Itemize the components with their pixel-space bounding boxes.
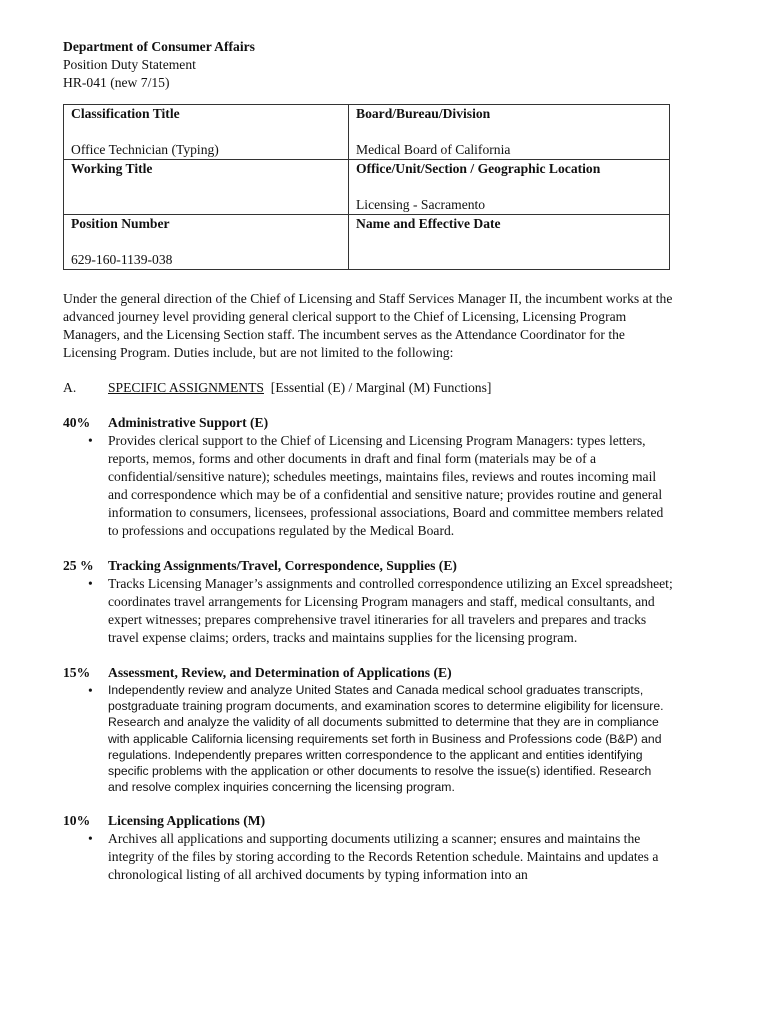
- bullet-icon: •: [88, 831, 93, 847]
- duty-title: Administrative Support (E): [108, 415, 269, 430]
- section-title: SPECIFIC ASSIGNMENTS: [108, 380, 264, 395]
- office-value: Licensing - Sacramento: [356, 197, 486, 212]
- duty-text: Provides clerical support to the Chief of Licensing and Licensing Program Managers: types letters, reports, memos, forms and other documents in draft and final form (materials may be of a confidential/sensitive nature); schedules meetings, maintains files, reviews and routes incoming mail and correspondence which may be of a confidential and sensitive nature; provides routine and general information to consumers, licensees, professional associations, Board and committee members related to professions and occupations regulated by the Medical Board.: [108, 433, 664, 538]
- classification-label: Classification Title: [71, 106, 180, 121]
- duty-text: Tracks Licensing Manager’s assignments and controlled correspondence utilizing an Excel spreadsheet; coordinates travel arrangements for Licensing Program managers and staff, medical consultants, and expert witnesses; prepares comprehensive travel itineraries for all travelers and prepares and tracks travel expense claims; orders, tracks and maintains supplies for the licensing program.: [108, 576, 673, 645]
- board-value: Medical Board of California: [356, 142, 511, 157]
- department-name: Department of Consumer Affairs: [63, 39, 255, 54]
- duty-title: Tracking Assignments/Travel, Correspondence, Supplies (E): [108, 558, 457, 573]
- office-label: Office/Unit/Section / Geographic Location: [356, 161, 601, 176]
- section-letter: A.: [63, 380, 77, 395]
- name-date-cell: [349, 215, 670, 270]
- duty-title: Assessment, Review, and Determination of Applications (E): [108, 665, 452, 680]
- classification-value: Office Technician (Typing): [71, 142, 219, 157]
- classification-cell: [64, 105, 349, 160]
- duty-text: Independently review and analyze United States and Canada medical school graduates transcripts, postgraduate training program documents, and examination scores to determine eligibility for licensure. Research and analyze the validity of all documents submitted to determine that they are in compliance with applicable California licensing requirements set forth in Business and Professions code (B&P) and regulations. Independently prepares written correspondence to the applicant and entities identifying specific problems with the application or other documents to resolve the issue(s) identified. Research and resolve complex inquiries concerning the licensing program.: [108, 683, 664, 795]
- document-page: [63, 38, 681, 884]
- position-number-label: Position Number: [71, 216, 170, 231]
- bullet-icon: •: [88, 683, 93, 698]
- intro-paragraph: Under the general direction of the Chief of Licensing and Staff Services Manager II, the incumbent works at the advanced journey level providing general clerical support to the Chief of Licensing, Licensing Program Managers, and the Licensing Section staff. The incumbent serves as the Attendance Coordinator for the Licensing Program. Duties include, but are not limited to the following:: [63, 291, 673, 360]
- working-title-cell: [64, 160, 349, 215]
- bullet-icon: •: [88, 433, 93, 448]
- board-cell: [349, 105, 670, 160]
- duty-block: [63, 664, 681, 795]
- office-cell: [349, 160, 670, 215]
- section-a-heading: [63, 379, 681, 397]
- duty-percent: 25 %: [63, 558, 94, 573]
- document-type: Position Duty Statement: [63, 57, 196, 72]
- working-title-label: Working Title: [71, 161, 153, 176]
- board-label: Board/Bureau/Division: [356, 106, 491, 121]
- duty-block: [63, 812, 681, 884]
- duty-percent: 40%: [63, 415, 91, 430]
- duty-percent: 10%: [63, 813, 91, 829]
- duty-block: [63, 414, 681, 540]
- name-date-label: Name and Effective Date: [356, 216, 501, 231]
- duty-percent: 15%: [63, 665, 91, 680]
- bullet-icon: •: [88, 576, 93, 591]
- document-header: [63, 38, 681, 92]
- duty-title: Licensing Applications (M): [108, 813, 266, 829]
- position-info-table: [63, 104, 670, 270]
- section-subtitle: [Essential (E) / Marginal (M) Functions]: [270, 380, 492, 395]
- duty-text: Archives all applications and supporting documents utilizing a scanner; ensures and maintains the integrity of the files by storing according to the Records Retention schedule. Maintains and updates a chronological listing of all archived documents by typing information into an: [108, 831, 659, 883]
- position-number-value: 629-160-1139-038: [71, 252, 173, 267]
- position-number-cell: [64, 215, 349, 270]
- form-number: HR-041 (new 7/15): [63, 75, 170, 90]
- duty-block: [63, 557, 681, 647]
